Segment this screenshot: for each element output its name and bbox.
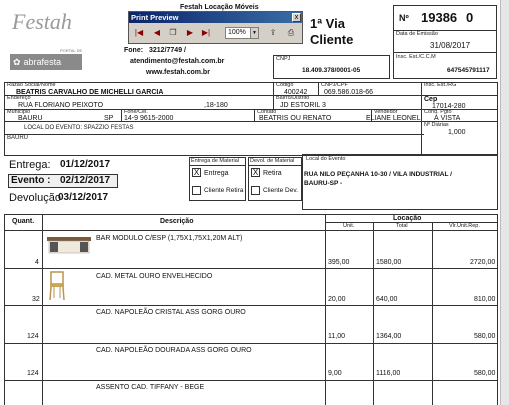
abrafesta-icon: ✿ xyxy=(13,56,21,67)
cpf-label: CNPJ/CPF xyxy=(321,82,348,88)
insc-value: 647545791117 xyxy=(447,67,490,74)
row2-unit: 20,00 xyxy=(328,296,346,303)
print-preview-title: Print Preview xyxy=(129,12,302,23)
col-locacao: Locação xyxy=(393,215,422,222)
codigo-label: Código xyxy=(276,82,294,88)
cliente-dev-label: Cliente Dev. xyxy=(263,187,298,194)
local-evento-value: RUA NILO PEÇANHA 10-30 / VILA INDUSTRIAL / xyxy=(304,171,452,178)
row4-unit: 9,00 xyxy=(328,370,342,377)
evento-date-label: Evento : xyxy=(11,175,51,186)
row2-total: 640,00 xyxy=(376,296,398,303)
row1-qty: 4 xyxy=(35,259,39,266)
bar-module-image xyxy=(46,233,92,255)
col-unit: Unit. xyxy=(343,223,355,229)
cliente-label: Cliente xyxy=(310,32,354,47)
export-icon[interactable]: ⇪ xyxy=(269,28,277,37)
cond-label: Cond. Pgto xyxy=(424,109,452,115)
cnpj-value: 18.409.378/0001-05 xyxy=(302,67,361,74)
evento-date-value: 02/12/2017 xyxy=(60,175,111,186)
company-name: Festah Locação Móveis xyxy=(180,4,259,11)
company-fone: 3212/7749 / xyxy=(149,47,186,54)
diarias-value: 1,000 xyxy=(448,129,466,136)
endereco-label: Endereço xyxy=(7,95,31,101)
local-line2: BAURU xyxy=(7,135,29,141)
printer-icon[interactable]: ⎙ xyxy=(287,28,295,37)
logo-tiny-text: PORTAL DE xyxy=(60,48,83,53)
devol-date-value: 03/12/2017 xyxy=(58,192,109,203)
zoom-select[interactable] xyxy=(225,27,259,39)
prev-page-icon[interactable]: ◀ xyxy=(153,28,161,37)
logo-text: Festah xyxy=(12,9,72,34)
entrega-option-label: Entrega xyxy=(204,170,229,177)
razao-label: Razão Social/Nome xyxy=(7,82,56,88)
copy-icon[interactable]: ❐ xyxy=(169,28,177,37)
contato-label: Contato xyxy=(257,109,277,115)
festah-logo xyxy=(12,9,72,35)
row4-desc: CAD. NAPOLEÃO DOURADA ASS GORG OURO xyxy=(96,347,252,354)
endereco-num: ,18-180 xyxy=(204,102,228,109)
company-site: www.festah.com.br xyxy=(146,69,210,76)
entrega-date-label: Entrega: xyxy=(9,159,51,171)
local-line1: LOCAL DO EVENTO: SPAZZIO FESTAS xyxy=(24,125,134,131)
uf-value: SP xyxy=(104,115,114,122)
entrega-checkbox[interactable]: X xyxy=(193,168,200,177)
col-total: Total xyxy=(396,223,408,229)
row1-total: 1580,00 xyxy=(376,259,402,266)
row4-total: 1116,00 xyxy=(376,370,401,377)
company-fone-label: Fone: xyxy=(124,47,144,54)
bairro-label: Bairro/Distrito xyxy=(276,95,310,101)
doc-suffix: 0 xyxy=(466,10,474,25)
row1-rep: 2720,00 xyxy=(470,259,496,266)
row5-desc: ASSENTO CAD. TIFFANY - BEGE xyxy=(96,384,205,391)
cep-value: 17014-280 xyxy=(432,103,466,110)
col-vlr: Vlr.Unit.Rep. xyxy=(449,223,480,229)
iest-label: Insc. Est./RG xyxy=(424,82,457,88)
contato-value: BEATRIS OU RENATO xyxy=(259,115,332,122)
row2-rep: 810,00 xyxy=(474,296,496,303)
doc-number: 19386 xyxy=(421,10,458,25)
row2-desc: CAD. METAL OURO ENVELHECIDO xyxy=(96,273,213,280)
razao-value: BEATRIS CARVALHO DE MICHELLI GARCIA xyxy=(16,89,164,96)
fone-label: Fone/Cel. xyxy=(124,109,148,115)
via-label: 1ª Via xyxy=(310,16,345,31)
retira-checkbox[interactable]: X xyxy=(252,168,259,177)
vendedor-label: Vendedor xyxy=(374,109,398,115)
abrafesta-logo: ✿ abrafesta xyxy=(10,54,82,70)
diarias-label: Nº Diárias xyxy=(424,122,449,128)
print-preview-toolbar[interactable] xyxy=(128,11,303,44)
devol-material-title: Devol. de Material xyxy=(250,158,295,164)
chair-image xyxy=(48,271,66,301)
insc-label: Insc. Est./C.C.M xyxy=(396,54,436,60)
last-page-icon[interactable]: ▶| xyxy=(201,28,211,37)
col-descricao: Descrição xyxy=(160,218,194,225)
doc-no-label: Nº xyxy=(399,13,409,23)
vendedor-value: ELIANE LEONEL xyxy=(366,115,421,122)
cpf-value: 069.586.018-66 xyxy=(324,89,374,96)
row3-rep: 580,00 xyxy=(474,333,496,340)
row3-total: 1364,00 xyxy=(376,333,402,340)
cliente-retira-checkbox[interactable] xyxy=(192,186,201,195)
row2-qty: 32 xyxy=(32,296,40,303)
local-evento-title: Local do Evento xyxy=(306,156,346,162)
cliente-retira-label: Cliente Retira xyxy=(204,187,244,194)
col-quant: Quant. xyxy=(12,218,35,225)
emissao-value: 31/08/2017 xyxy=(430,41,471,50)
close-icon[interactable]: x xyxy=(292,13,301,22)
row1-unit: 395,00 xyxy=(328,259,350,266)
cep-label: Cep xyxy=(424,96,438,103)
retira-option-label: Retira xyxy=(263,170,282,177)
cond-value: À VISTA xyxy=(434,115,461,122)
row3-desc: CAD. NAPOLEÃO CRISTAL ASS GORG OURO xyxy=(96,309,246,316)
mun-label: Municipio xyxy=(7,109,31,115)
entrega-material-title: Entrega de Material xyxy=(191,158,239,164)
cnpj-label: CNPJ xyxy=(276,56,291,62)
fone-value: 14-9 9615-2000 xyxy=(124,115,174,122)
row3-qty: 124 xyxy=(27,333,39,340)
devol-date-label: Devolução xyxy=(9,192,61,204)
vertical-scrollbar[interactable] xyxy=(500,0,509,405)
bairro-value: JD ESTORIL 3 xyxy=(280,102,326,109)
company-email: atendimento@festah.com.br xyxy=(130,58,225,65)
mun-value: BAURU xyxy=(18,115,43,122)
emissao-label: Data de Emissão xyxy=(396,31,438,37)
row4-qty: 124 xyxy=(27,370,39,377)
row4-rep: 580,00 xyxy=(474,370,496,377)
next-page-icon[interactable]: ▶ xyxy=(186,28,194,37)
zoom-value: 100% xyxy=(228,29,246,36)
row3-unit: 11,00 xyxy=(328,333,345,340)
local-evento-value2: BAURU-SP - xyxy=(304,180,343,187)
chevron-down-icon[interactable]: ▼ xyxy=(250,28,258,38)
row1-desc: BAR MODULO C/ESP (1,75X1,75X1,20M ALT) xyxy=(96,235,243,242)
endereco-value: RUA FLORIANO PEIXOTO xyxy=(18,102,104,109)
entrega-date-value: 01/12/2017 xyxy=(60,159,111,170)
codigo-value: 400242 xyxy=(284,89,308,96)
cliente-dev-checkbox[interactable] xyxy=(251,186,260,195)
first-page-icon[interactable]: |◀ xyxy=(134,28,144,37)
